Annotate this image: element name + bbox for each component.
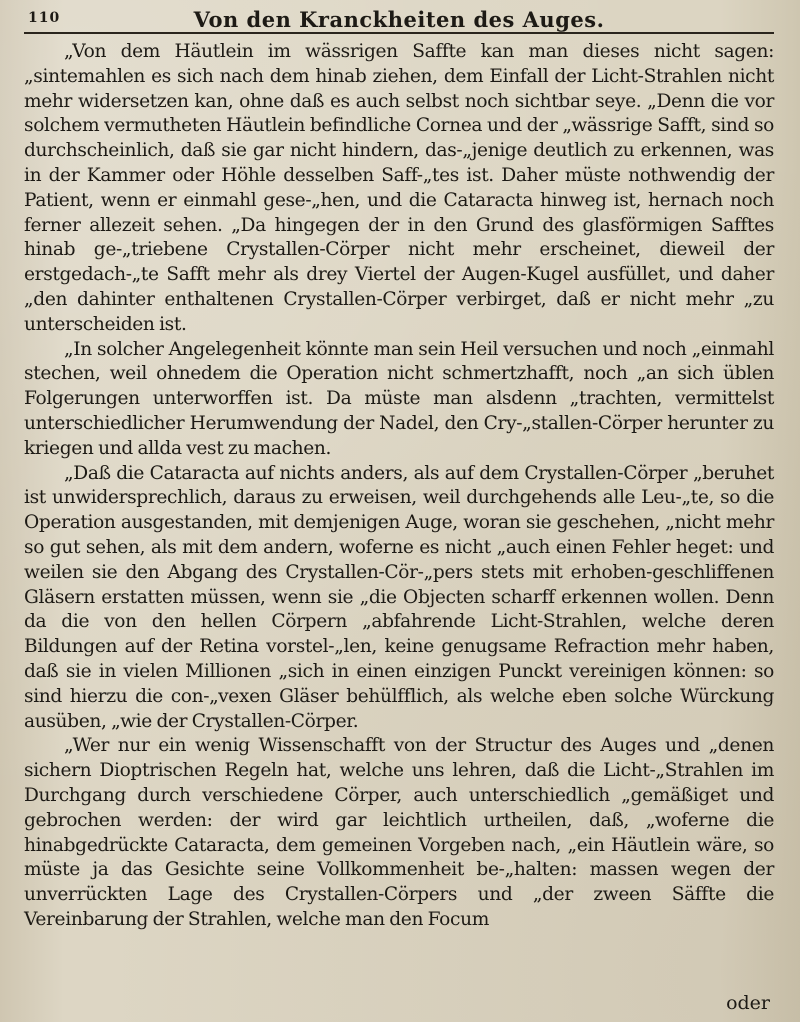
catchword: oder [726,992,770,1014]
paragraph-4: „Wer nur ein wenig Wissenschafft von der Structur des Auges und „denen sichern Dioptrischen Regeln hat, welche uns lehren, daß die Licht-„Strahlen im Durchgang durch verschiedene Cörper, auch unterschiedlich „gemäßiget und gebrochen werden: der wird gar leichtlich urtheilen, daß, „woferne die hinabgedrückte Cataracta, dem gemeinen Vorgeben nach, „ein Häutlein wäre, so müste ja das Gesichte seine Vollkommenheit be-„halten: massen wegen der unverrückten Lage des Crystallen-Cörpers und „der zween Säffte die Vereinbarung der Strahlen, welche man den Focum [24,735,774,930]
paragraph-2: „In solcher Angelegenheit könnte man sein Heil versuchen und noch „einmahl stechen, weil ohnedem die Operation nicht schmertzhafft, noch „an sich üblen Folgerungen unterworffen ist. Da müste man alsdenn „trachten, vermittelst unterschiedlicher Herumwendung der Nadel, den Cry-„stallen-Cörper herunter zu kriegen und allda vest zu machen. [24,338,774,459]
paragraph-3: „Daß die Cataracta auf nichts anders, als auf dem Crystallen-Cörper „beruhet ist unwidersprechlich, daraus zu erweisen, weil durchgehends alle Leu-„te, so die Operation ausgestanden, mit demjenigen Auge, woran sie geschehen, „nicht mehr so gut sehen, als mit dem andern, woferne es nicht „auch einen Fehler heget: und weilen sie den Abgang des Crystallen-Cör-„pers stets mit erhoben-geschliffenen Gläsern erstatten müssen, wenn sie „die Objecten scharff erkennen wollen. Denn da die von den hellen Cörpern „abfahrende Licht-Strahlen, welche deren Bildungen auf der Retina vorstel-„len, keine genugsame Refraction mehr haben, daß sie in vielen Millionen „sich in einen einzigen Punckt vereinigen können: so sind hierzu die con-„vexen Gläser behülfflich, als welche eben solche Würckung ausüben, „wie der Crystallen-Cörper. [24,462,774,732]
page-number: 110 [28,10,61,26]
paragraph-1: „Von dem Häutlein im wässrigen Saffte kan man dieses nicht sagen: „sintemahlen es sich nach dem hinab ziehen, dem Einfall der Licht-Strahlen nicht mehr widersetzen kan, ohne daß es auch selbst noch sichtbar seye. „Denn die vor solchem vermutheten Häutlein befindliche Cornea und der „wässrige Safft, sind so durchscheinlich, daß sie gar nicht hindern, das-„jenige deutlich zu erkennen, was in der Kammer oder Höhle desselben Saff-„tes ist. Daher müste nothwendig der Patient, wenn er einmahl gese-„hen, und die Cataracta hinweg ist, hernach noch ferner allezeit sehen. „Da hingegen der in den Grund des glasförmigen Safftes hinab ge-„triebene Crystallen-Cörper nicht mehr erscheinet, dieweil der erstgedach-„te Safft mehr als drey Viertel der Augen-Kugel ausfüllet, und daher „den dahinter enthaltenen Crystallen-Cörper verbirget, daß er nicht mehr „zu unterscheiden ist. [24,41,774,335]
page-header [24,6,774,34]
body-text [24,40,774,933]
running-head: Von den Kranckheiten des Auges. [193,7,605,32]
